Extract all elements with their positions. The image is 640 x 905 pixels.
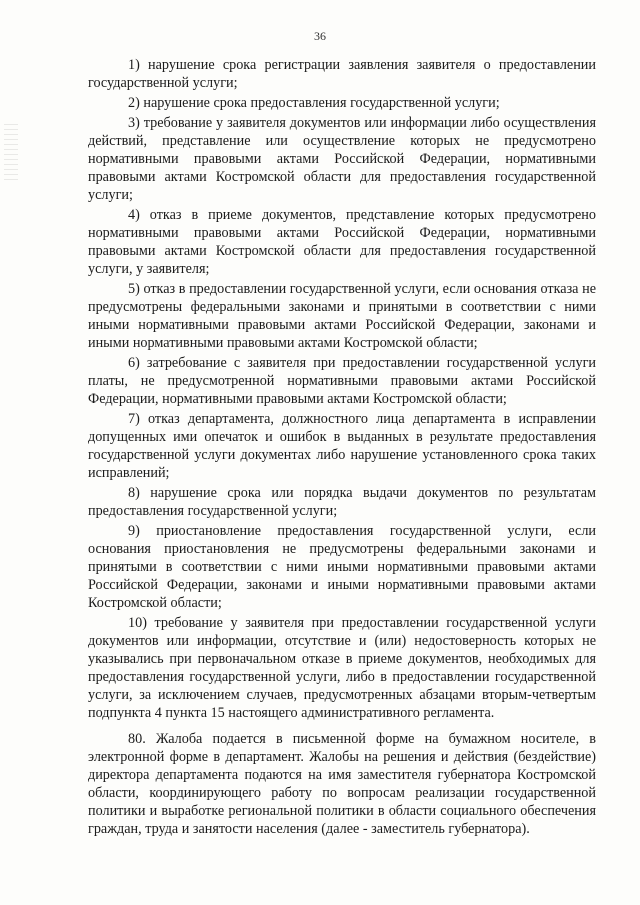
paragraph-item-10: 10) требование у заявителя при предоставлении государственной услуги документов или информации, отсутствие и (или) недостоверность которых не указывались при первоначальном отказе в приеме документов, необходимых для предоставления государственной услуги, либо в предоставлении государственной услуги, за исключением случаев, предусмотренных абзацами вторым-четвертым подпункта 4 пункта 15 настоящего административного регламента. (88, 615, 596, 721)
paragraph-item-6: 6) затребование с заявителя при предоставлении государственной услуги платы, не предусмотренной нормативными правовыми актами Российской Федерации, нормативными правовыми актами Костромской области; (88, 355, 596, 407)
paragraph-item-2: 2) нарушение срока предоставления государственной услуги; (128, 95, 500, 111)
paragraph-item-4: 4) отказ в приеме документов, представление которых предусмотрено нормативными правовыми актами Российской Федерации, нормативными правовыми актами Костромской области для предоставления государственной услуги, у заявителя; (88, 207, 596, 277)
document-body (88, 56, 596, 840)
paragraph-item-9: 9) приостановление предоставления государственной услуги, если основания приостановления не предусмотрены федеральными законами и принятыми в соответствии с ними иными нормативными правовыми актами Российской Федерации, законами и иными нормативными правовыми актами Костромской области; (88, 523, 596, 611)
paragraph-item-1: 1) нарушение срока регистрации заявления заявителя о предоставлении государственной услуги; (88, 57, 596, 91)
paragraph-80: 80. Жалоба подается в письменной форме на бумажном носителе, в электронной форме в департамент. Жалобы на решения и действия (бездействие) директора департамента подаются на имя заместителя губернатора Костромской области, координирующего работу по вопросам реализации государственной политики и выработке региональной политики в области социального обеспечения граждан, труда и занятости населения (далее - заместитель губернатора). (88, 731, 596, 837)
paragraph-item-8: 8) нарушение срока или порядка выдачи документов по результатам предоставления государственной услуги; (88, 485, 596, 519)
page-number: 36 (314, 29, 326, 43)
paragraph-item-3: 3) требование у заявителя документов или информации либо осуществления действий, представление или осуществление которых не предусмотрено нормативными правовыми актами Российской Федерации, нормативными правовыми актами Костромской области для предоставления государственной услуги; (88, 115, 596, 203)
paragraph-item-7: 7) отказ департамента, должностного лица департамента в исправлении допущенных ими опечаток и ошибок в выданных в результате предоставления государственной услуги документах либо нарушение установленного срока таких исправлений; (88, 411, 596, 481)
scan-noise (4, 120, 18, 180)
paragraph-item-5: 5) отказ в предоставлении государственной услуги, если основания отказа не предусмотрены федеральными законами и принятыми в соответствии с ними иными нормативными правовыми актами Российской Федерации, законами и иными нормативными правовыми актами Костромской области; (88, 281, 596, 351)
